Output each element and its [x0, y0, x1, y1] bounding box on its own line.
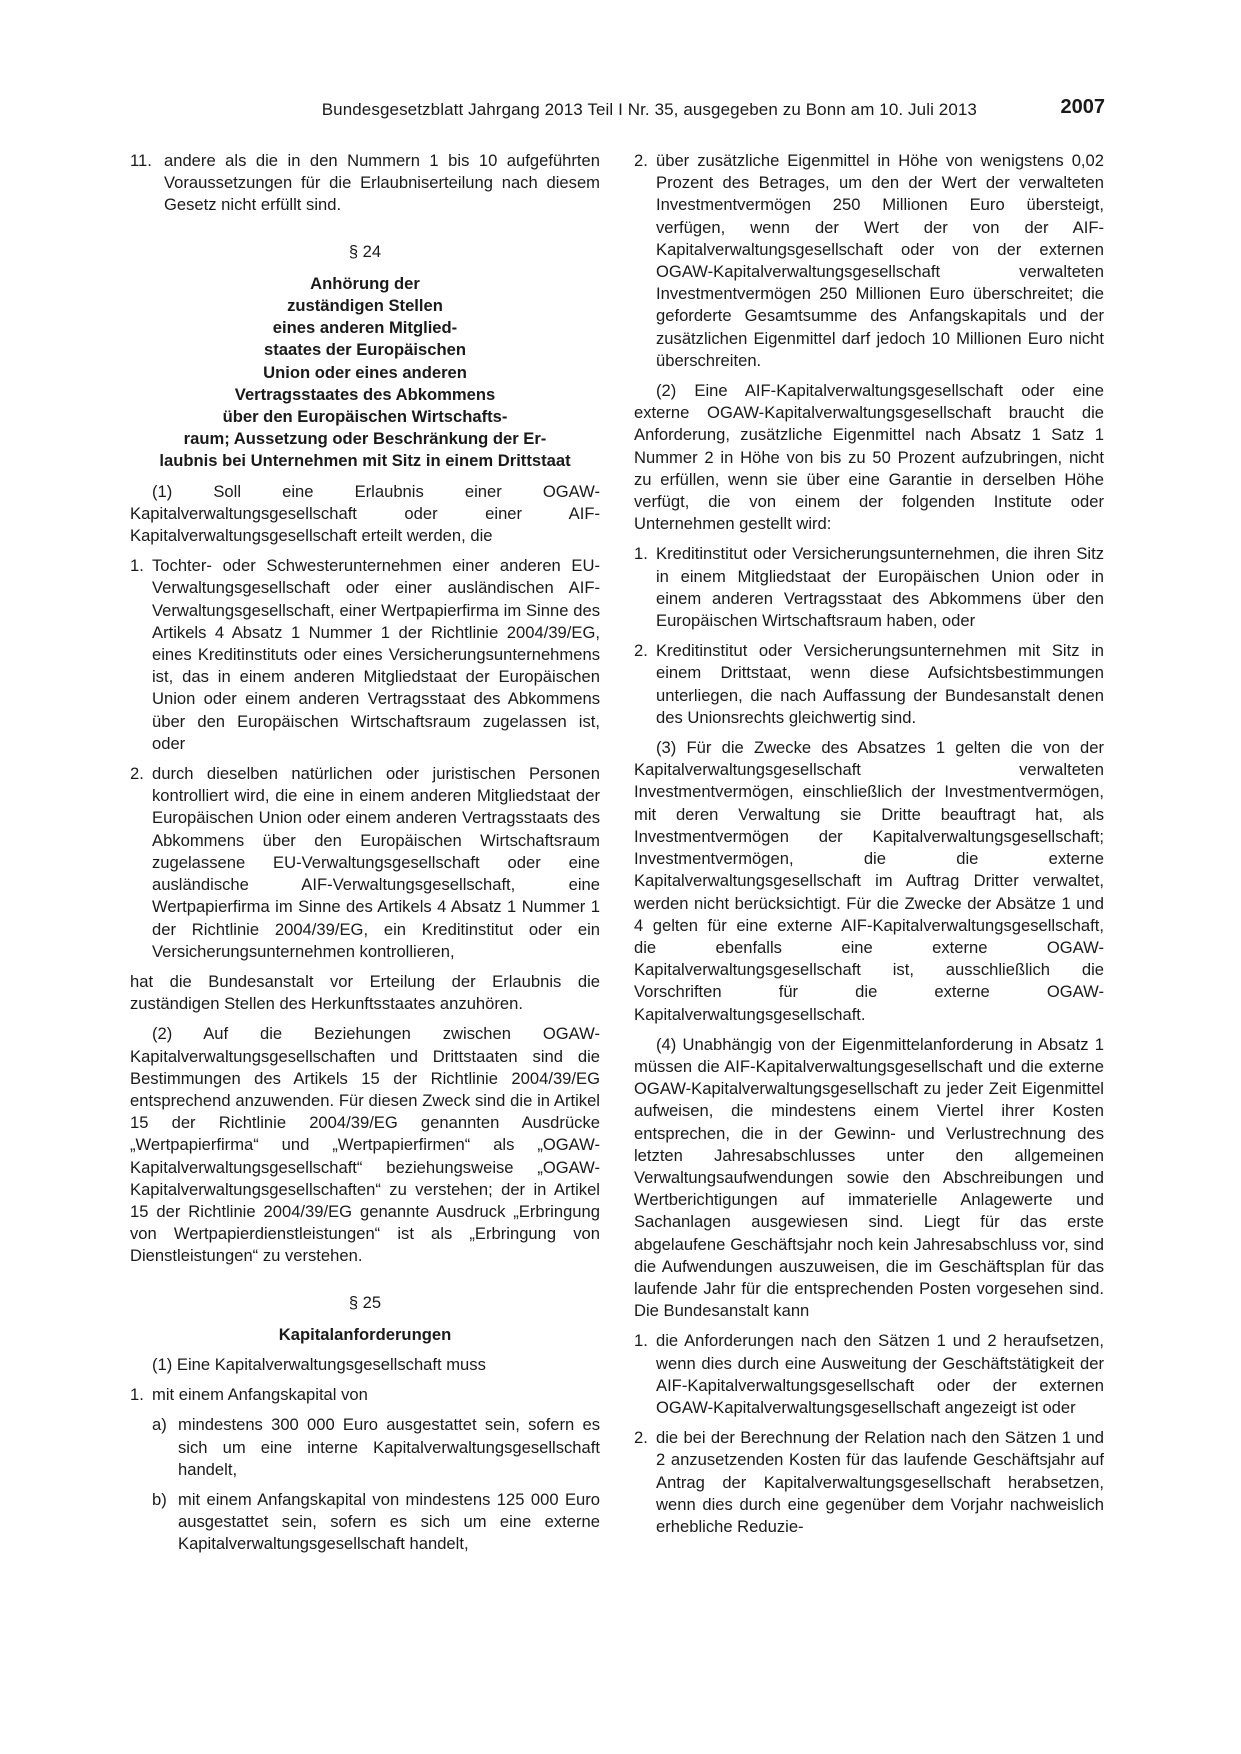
title-line: zuständigen Stellen	[287, 296, 443, 316]
item-text: die Anforderungen nach den Sätzen 1 und 2 heraufsetzen, wenn dies durch eine Ausweitung der Geschäftstätigkeit der AIF-Kapitalverwaltungsgesellschaft oder der externen OGAW-Kapitalverwaltungsgesellschaft angezeigt ist oder	[656, 1331, 1104, 1417]
item-text: andere als die in den Nummern 1 bis 10 aufgeführten Voraussetzungen für die Erlaubniserteilung nach diesem Gesetz nicht erfüllt sind.	[164, 151, 600, 215]
title-line: Vertragsstaates des Abkommens	[234, 384, 496, 404]
item-number: 2.	[634, 1428, 648, 1448]
section-24-number: § 24	[348, 241, 382, 261]
title-line: eines anderen Mitglied-	[272, 318, 458, 338]
subitem-text: mindestens 300 000 Euro ausgestattet sein, sofern es sich um eine interne Kapitalverwaltungsgesellschaft handelt,	[178, 1415, 600, 1479]
item-text: durch dieselben natürlichen oder juristischen Personen kontrolliert wird, die eine in einem anderen Mitgliedstaat der Europäischen Union oder einem anderen Vertragsstaats des Abkommens über den Europäischen Wirtschaftsraum zugelassene EU-Verwaltungsgesellschaft oder eine ausländische AIF-Verwaltungsgesellschaft, eine Wertpapierfirma im Sinne des Artikels 4 Absatz 1 Nummer 1 der Richtlinie 2004/39/EG, ein Kreditinstitut oder ein Versicherungsunternehmen kontrollieren,	[152, 764, 600, 961]
item-number: 2.	[634, 641, 648, 661]
sub-list-item	[130, 1489, 600, 1556]
list-item	[130, 1384, 600, 1406]
item-number: 2.	[130, 764, 144, 784]
title-line: raum; Aussetzung oder Beschränkung der Er-	[183, 429, 547, 449]
paragraph-24-2: (2) Auf die Beziehungen zwischen OGAW-Kapitalverwaltungsgesellschaften und Drittstaaten sind die Bestimmungen des Artikels 15 der Richtlinie 2004/39/EG entsprechend anzuwenden. Für diesen Zweck sind die in Artikel 15 der Richtlinie 2004/39/EG genannten Ausdrücke „Wertpapierfirma“ und „Wertpapierfirmen“ als „OGAW-Kapitalverwaltungsgesellschaft“ beziehungsweise „OGAW-Kapitalverwaltungsgesellschaften“ zu verstehen; der in Artikel 15 der Richtlinie 2004/39/EG genannte Ausdruck „Erbringung von Wertpapierdienstleistungen“ ist als „Erbringung von Dienstleistungen“ zu verstehen.	[130, 1024, 600, 1266]
item-number: 2.	[634, 151, 648, 170]
list-item	[634, 640, 1104, 729]
list-item	[130, 763, 600, 963]
list-item	[634, 150, 1104, 372]
item-number: 1.	[634, 544, 648, 564]
item-text: über zusätzliche Eigenmittel in Höhe von wenigstens 0,02 Prozent des Betrages, um den der Wert der verwalteten Investmentvermögen 250 Millionen Euro übersteigt, verfügen, wenn der Wert der von der AIF-Kapitalverwaltungsgesellschaft oder von der externen OGAW-Kapitalverwaltungsgesellschaft verwalteten Investmentvermögen 250 Millionen Euro überschreitet; die geforderte Gesamtsumme des Anfangskapitals und der zusätzlichen Eigenmittel darf jedoch 10 Millionen Euro nicht überschreiten.	[656, 151, 1104, 370]
right-column	[634, 150, 1104, 1546]
subitem-letter: b)	[152, 1489, 167, 1509]
subitem-letter: a)	[152, 1415, 167, 1435]
page-header	[130, 98, 1105, 128]
item-text: Kreditinstitut oder Versicherungsunternehmen mit Sitz in einem Drittstaat, wenn diese Aufsichtsbestimmungen unterliegen, die nach Auffassung der Bundesanstalt denen des Unionsrechts gleichwertig sind.	[656, 641, 1104, 727]
paragraph-25-2: (2) Eine AIF-Kapitalverwaltungsgesellschaft oder eine externe OGAW-Kapitalverwaltungsgesellschaft braucht die Anforderung, zusätzliche Eigenmittel nach Absatz 1 Satz 1 Nummer 2 in Höhe von bis zu 50 Prozent aufzubringen, nicht zu erfüllen, wenn sie über eine Garantie in derselben Höhe verfügt, die von einem der folgenden Institute oder Unternehmen gestellt wird:	[634, 381, 1104, 534]
page-number: 2007	[1060, 96, 1105, 118]
paragraph-25-4: (4) Unabhängig von der Eigenmittelanforderung in Absatz 1 müssen die AIF-Kapitalverwaltungsgesellschaft und die externe OGAW-Kapitalverwaltungsgesellschaft zu jeder Zeit Eigenmittel aufweisen, die mindestens einem Viertel ihrer Kosten entsprechen, die in der Gewinn- und Verlustrechnung des letzten Jahresabschlusses unter den allgemeinen Verwaltungsaufwendungen sowie den Abschreibungen und Wertberichtigungen auf immaterielle Anlagewerte und Sachanlagen ausgewiesen sind. Liegt für das erste abgelaufene Geschäftsjahr noch kein Jahresabschluss vor, sind die Aufwendungen auszuweisen, die im Geschäftsplan für das laufende Jahr für die entsprechenden Posten vorgesehen sind. Die Bundesanstalt kann	[634, 1034, 1104, 1321]
item-text: mit einem Anfangskapital von	[152, 1385, 368, 1405]
subitem-text: mit einem Anfangskapital von mindestens 125 000 Euro ausgestattet sein, sofern es sich um eine externe Kapitalverwaltungsgesellschaft handelt,	[178, 1489, 600, 1554]
paragraph-25-1: (1) Eine Kapitalverwaltungsgesellschaft muss	[152, 1354, 486, 1374]
paragraph-24-after: hat die Bundesanstalt vor Erteilung der Erlaubnis die zuständigen Stellen des Herkunftsstaates anzuhören.	[130, 971, 600, 1014]
title-line: laubnis bei Unternehmen mit Sitz in einem Drittstaat	[159, 451, 571, 471]
paragraph-24-1: (1) Soll eine Erlaubnis einer OGAW-Kapitalverwaltungsgesellschaft oder einer AIF-Kapitalverwaltungsgesellschaft erteilt werden, die	[130, 481, 600, 546]
running-title: Bundesgesetzblatt Jahrgang 2013 Teil I Nr. 35, ausgegeben zu Bonn am 10. Juli 2013	[321, 100, 977, 119]
item-number: 1.	[634, 1331, 648, 1351]
list-item	[130, 555, 600, 755]
item-text: Tochter- oder Schwesterunternehmen einer anderen EU-Verwaltungsgesellschaft oder einer ausländischen AIF-Verwaltungsgesellschaft, einer Wertpapierfirma im Sinne des Artikels 4 Absatz 1 Nummer 1 der Richtlinie 2004/39/EG, eines Kreditinstituts oder eines Versicherungsunternehmens ist, das in einem anderen Mitgliedstaat der Europäischen Union oder einem anderen Vertragsstaat des Abkommens über den Europäischen Wirtschaftsraum zugelassen ist, oder	[152, 556, 600, 753]
list-item	[634, 1427, 1104, 1538]
item-text: Kreditinstitut oder Versicherungsunternehmen, die ihren Sitz in einem Mitgliedstaat der Europäischen Union oder in einem anderen Vertragsstaat des Abkommens über den Europäischen Wirtschaftsraum haben, oder	[656, 544, 1104, 631]
title-line: Anhörung der	[310, 273, 420, 293]
list-item	[634, 1330, 1104, 1419]
left-column	[130, 150, 600, 1564]
list-item	[634, 543, 1104, 632]
title-line: über den Europäischen Wirtschafts-	[222, 407, 508, 427]
item-number: 1.	[130, 556, 144, 576]
section-25-title: Kapitalanforderungen	[278, 1324, 452, 1344]
section-24-title	[130, 273, 600, 473]
sub-list-item	[130, 1414, 600, 1481]
section-25-number: § 25	[348, 1292, 382, 1312]
paragraph-25-3: (3) Für die Zwecke des Absatzes 1 gelten die von der Kapitalverwaltungsgesellschaft verwalteten Investmentvermögen, einschließlich der Investmentvermögen, mit deren Verwaltung sie Dritte beauftragt hat, als Investmentvermögen der Kapitalverwaltungsgesellschaft; Investmentvermögen, die die externe Kapitalverwaltungsgesellschaft im Auftrag Dritter verwaltet, werden nicht berücksichtigt. Für die Zwecke der Absätze 1 und 4 gelten für eine externe AIF-Kapitalverwaltungsgesellschaft, die ebenfalls eine externe OGAW-Kapitalverwaltungsgesellschaft ist, ausschließlich die Vorschriften für die externe OGAW-Kapitalverwaltungsgesellschaft.	[634, 738, 1104, 1024]
item-number: 11.	[130, 151, 152, 170]
item-text: die bei der Berechnung der Relation nach den Sätzen 1 und 2 anzusetzenden Kosten für das laufende Geschäftsjahr auf Antrag der Kapitalverwaltungsgesellschaft herabsetzen, wenn dies durch eine gegenüber dem Vorjahr nachweislich erhebliche Reduzie-	[656, 1428, 1104, 1536]
list-item-11	[130, 150, 600, 217]
title-line: staates der Europäischen	[264, 340, 466, 360]
item-number: 1.	[130, 1385, 144, 1405]
title-line: Union oder eines anderen	[263, 362, 467, 382]
